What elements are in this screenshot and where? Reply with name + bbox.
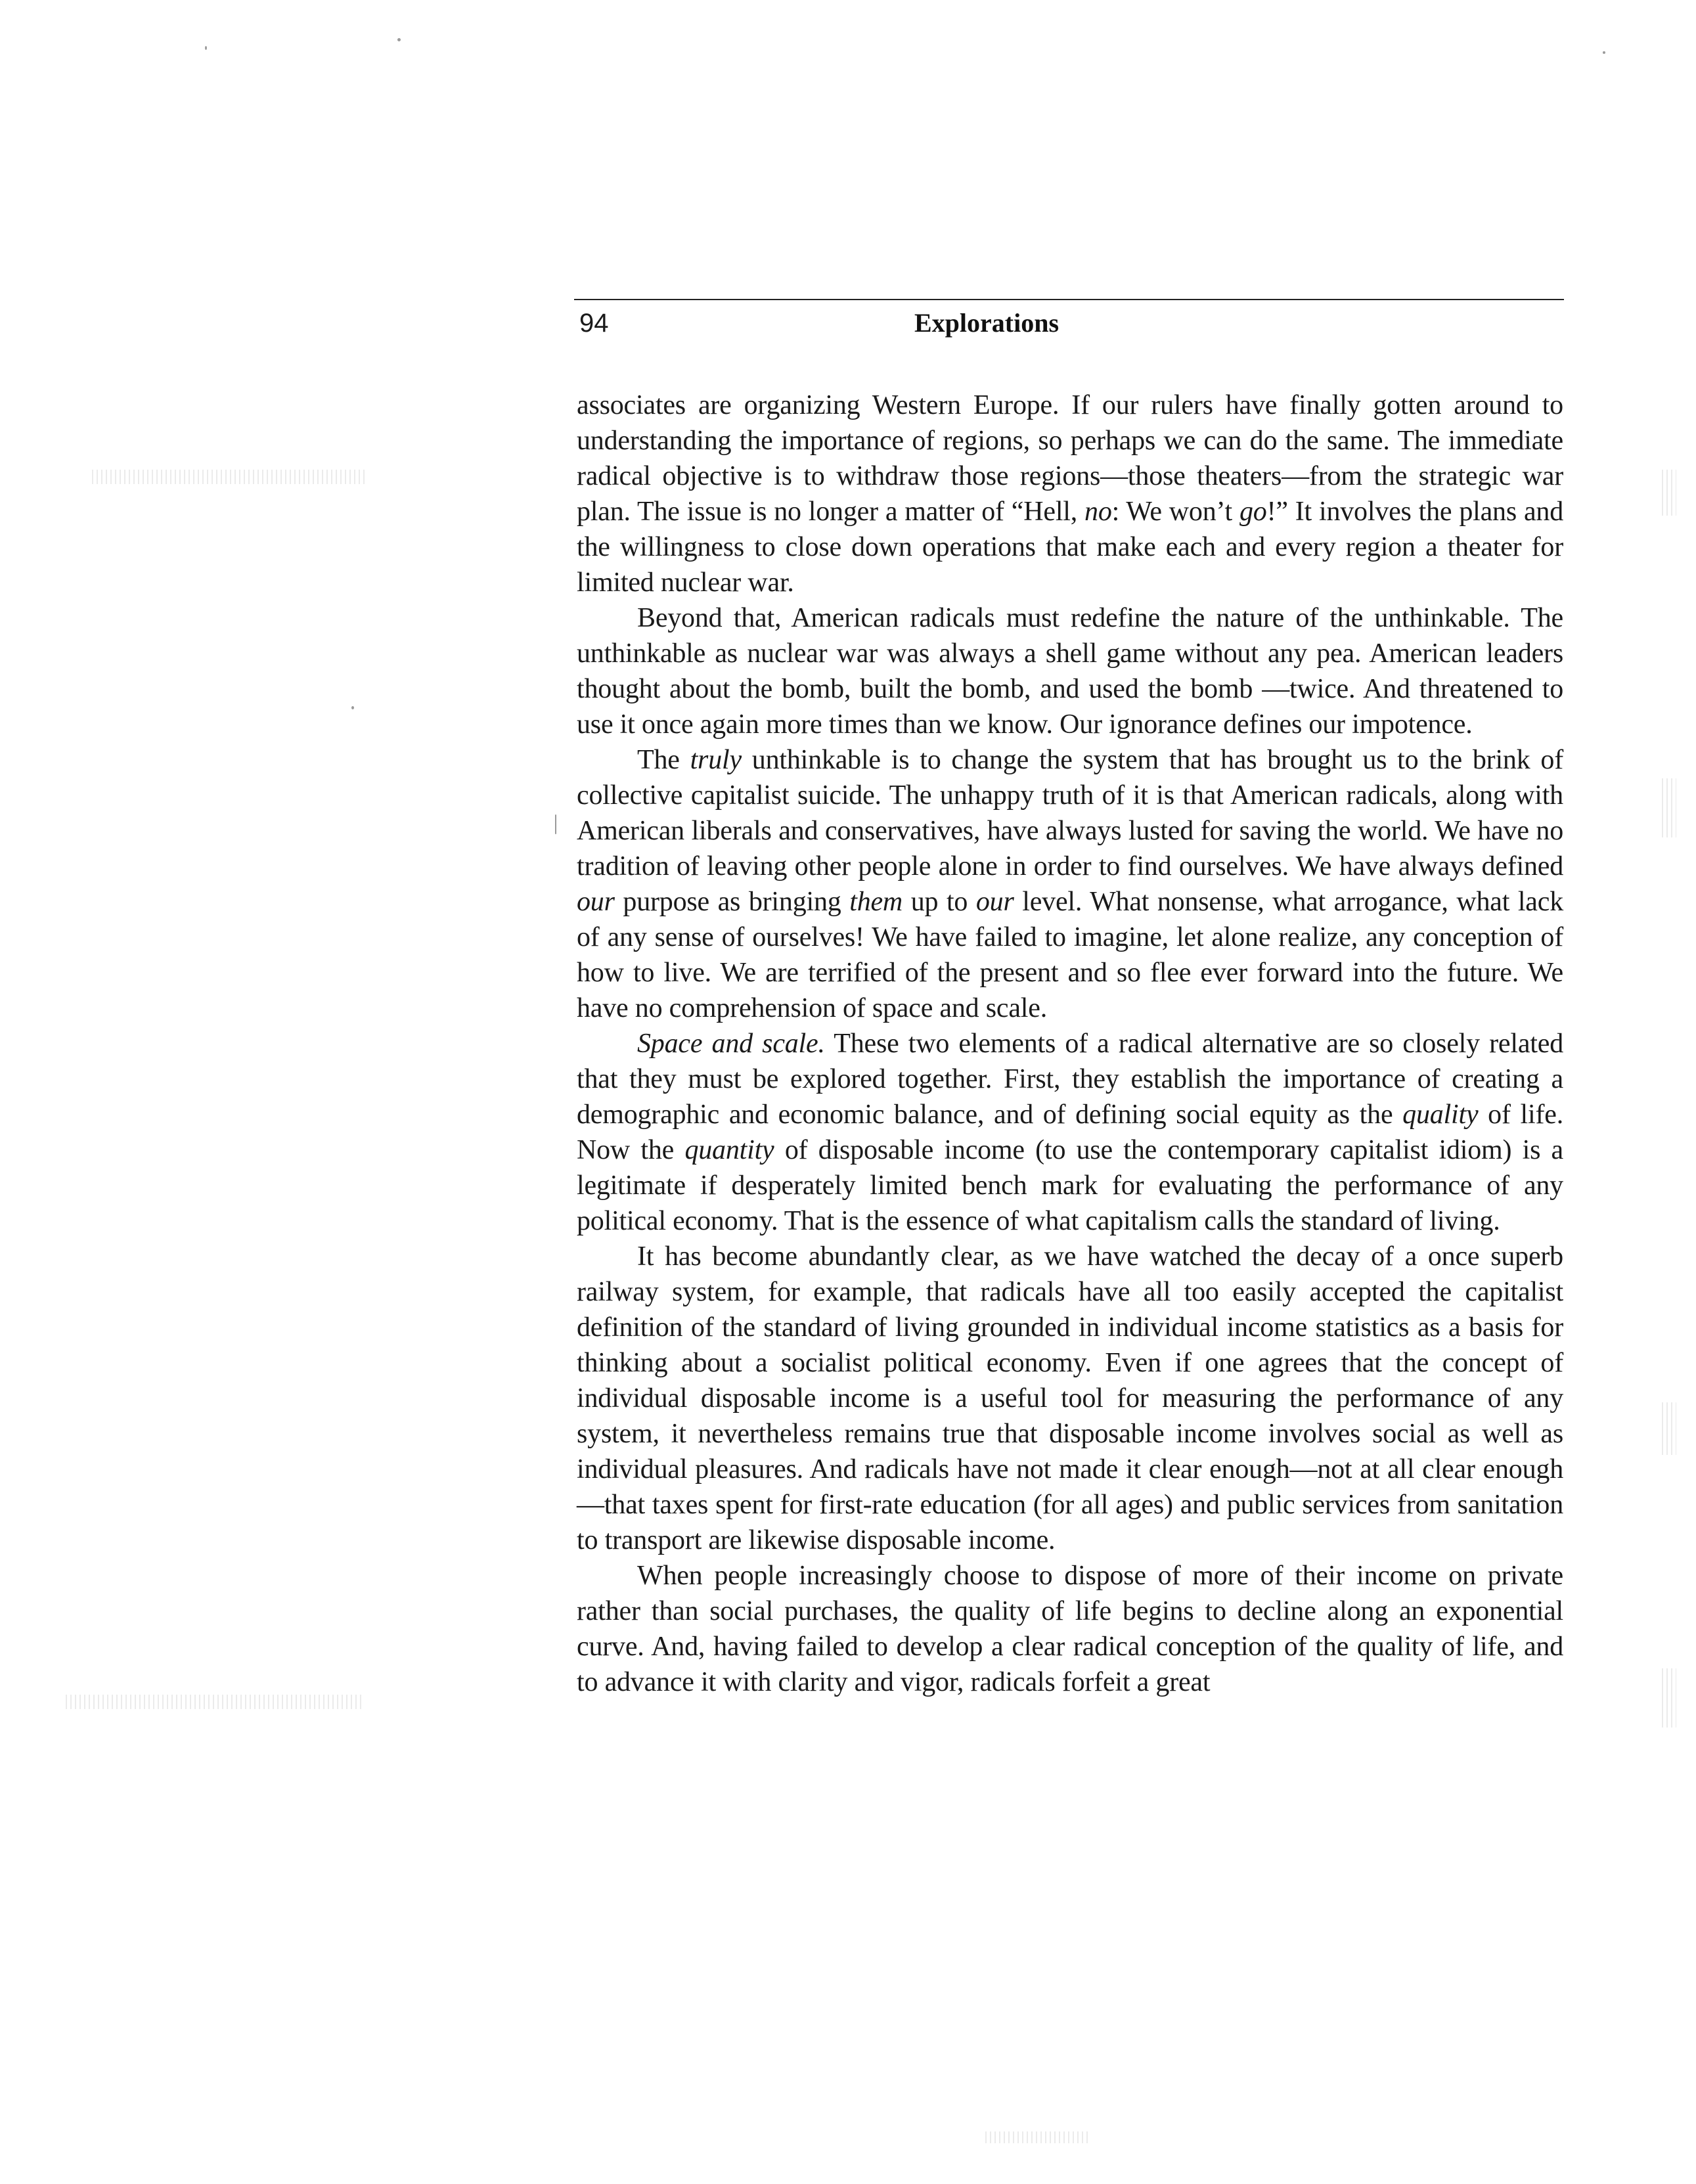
scan-speck bbox=[205, 46, 207, 50]
italic-text: go bbox=[1239, 497, 1267, 527]
text-run: of disposable income (to use the contemporary capitalist idiom) is a legitimate if desperately limited bench mark for evaluating the performance of any political economy. That is the essence of what capitalism calls the standard of living. bbox=[577, 1135, 1563, 1236]
body-paragraph bbox=[577, 742, 1563, 1026]
text-run: !” It involves the plans and the willingness to close down operations that make each and every region a theater for limited nuclear war. bbox=[577, 497, 1563, 598]
body-paragraph bbox=[577, 1558, 1563, 1700]
text-run: up to bbox=[903, 887, 976, 917]
body-text bbox=[577, 388, 1563, 1700]
header-rule bbox=[574, 299, 1564, 300]
scan-smudge bbox=[66, 1695, 361, 1709]
text-run: of life. Now the bbox=[577, 1100, 1563, 1165]
text-run: It has become abundantly clear, as we have watched the decay of a once superb railway system, for example, that radicals have all too easily accepted the capitalist definition of the standard of living grounded in individual income statistics as a basis for thinking about a socialist political economy. Even if one agrees that the concept of individual disposable income is a useful tool for measuring the performance of any system, it nevertheless remains true that disposable income involves social as well as individual pleasures. And radicals have not made it clear enough—not at all clear enough—that taxes spent for first-rate education (for all ages) and public services from sanitation to transport are likewise disposable income. bbox=[577, 1241, 1563, 1555]
text-run: purpose as bringing bbox=[614, 887, 850, 917]
italic-text: truly bbox=[690, 745, 742, 775]
scan-speck bbox=[1603, 51, 1605, 54]
italic-text: quality bbox=[1402, 1100, 1479, 1130]
text-run: Beyond that, American radicals must redefine the nature of the unthinkable. The unthinkable as nuclear war was always a shell game without any pea. American leaders thought about the bomb, built the bomb, and used the bomb —twice. And threatened to use it once again more times than we know. Our ignorance defines our impotence. bbox=[577, 603, 1563, 740]
text-run: unthinkable is to change the system that has brought us to the brink of collective capitalist suicide. The unhappy truth of it is that American radicals, along with American liberals and conservatives, have always lusted for saving the world. We have no tradition of leaving other people alone in order to find ourselves. We have always defined bbox=[577, 745, 1563, 881]
text-run: The bbox=[637, 745, 690, 775]
running-head: Explorations bbox=[914, 308, 1060, 338]
italic-text: Space and scale. bbox=[637, 1029, 825, 1059]
text-run: level. What nonsense, what arrogance, what lack of any sense of ourselves! We have failed to imagine, let alone realize, any conception of how to live. We are terrified of the present and so flee ever forward into the future. We have no comprehension of space and scale. bbox=[577, 887, 1563, 1023]
scan-smudge bbox=[1662, 1668, 1676, 1727]
scan-smudge bbox=[1662, 778, 1676, 837]
scan-smudge bbox=[92, 470, 368, 484]
italic-text: our bbox=[577, 887, 615, 917]
page-number: 94 bbox=[579, 309, 609, 338]
body-paragraph bbox=[577, 600, 1563, 742]
italic-text: no bbox=[1084, 497, 1112, 527]
text-run: When people increasingly choose to dispose of more of their income on private rather than social purchases, the quality of life begins to decline along an exponential curve. And, having failed to develop a clear radical conception of the quality of life, and to advance it with clarity and vigor, radicals forfeit a great bbox=[577, 1561, 1563, 1697]
italic-text: them bbox=[849, 887, 903, 917]
body-paragraph bbox=[577, 1239, 1563, 1558]
page-header bbox=[579, 303, 1565, 343]
scan-speck bbox=[555, 814, 556, 834]
body-paragraph bbox=[577, 1026, 1563, 1239]
scan-smudge bbox=[985, 2131, 1090, 2143]
italic-text: quantity bbox=[684, 1135, 774, 1165]
body-paragraph bbox=[577, 388, 1563, 600]
scan-smudge bbox=[1662, 470, 1676, 516]
text-run: : We won’t bbox=[1111, 497, 1239, 527]
scan-smudge bbox=[1662, 1402, 1676, 1455]
scan-speck bbox=[397, 38, 401, 41]
italic-text: our bbox=[975, 887, 1014, 917]
scan-speck bbox=[351, 706, 354, 709]
text-run: These two elements of a radical alternative are so closely related that they must be explored together. First, they establish the importance of creating a demographic and economic balance, and of defining social equity as the bbox=[577, 1029, 1563, 1130]
text-run: associates are organizing Western Europe. If our rulers have finally gotten around to understanding the importance of regions, so perhaps we can do the same. The immediate radical objective is to withdraw those regions—those theaters—from the strategic war plan. The issue is no longer a matter of “Hell, bbox=[577, 390, 1563, 527]
